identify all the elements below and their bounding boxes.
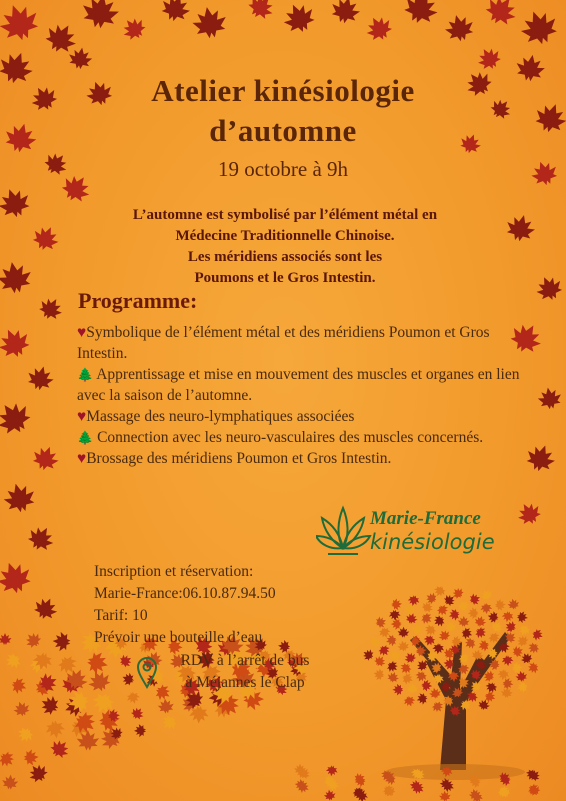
maple-leaf — [52, 631, 71, 651]
maple-leaf — [120, 671, 136, 688]
programme-item — [77, 364, 527, 406]
maple-leaf — [23, 749, 39, 766]
maple-leaf — [442, 11, 476, 44]
maple-leaf — [473, 625, 489, 641]
maple-leaf — [0, 259, 34, 296]
maple-leaf — [1, 480, 39, 516]
maple-leaf — [323, 789, 336, 801]
programme-item-text: Brossage des méridiens Poumon et Gros Intestin. — [86, 450, 392, 467]
maple-leaf — [360, 647, 375, 663]
maple-leaf — [480, 603, 493, 615]
maple-leaf — [407, 682, 419, 693]
maple-leaf — [129, 705, 147, 722]
phone-line: Marie-France:06.10.87.94.50 — [94, 585, 276, 602]
maple-leaf — [391, 598, 403, 611]
maple-leaf — [158, 0, 194, 25]
maple-leaf — [515, 633, 531, 649]
maple-leaf — [0, 184, 34, 222]
maple-leaf — [516, 5, 562, 49]
intro-paragraph — [60, 205, 510, 289]
maple-leaf — [501, 687, 513, 699]
maple-leaf — [486, 610, 499, 624]
inscription-block — [94, 561, 276, 649]
maple-leaf — [37, 693, 62, 718]
maple-leaf — [29, 442, 62, 473]
maple-leaf — [456, 600, 471, 614]
maple-leaf — [31, 594, 61, 623]
maple-leaf — [430, 699, 446, 715]
maple-leaf — [22, 629, 44, 651]
maple-leaf — [502, 677, 514, 690]
maple-leaf — [439, 790, 452, 801]
maple-leaf — [29, 222, 63, 255]
maple-leaf — [374, 615, 389, 630]
meeting-point — [150, 650, 340, 694]
rdv-line: RDV à l’arrêt de bus — [180, 652, 310, 669]
programme-item-text: Apprentissage et mise en mouvement des muscles et organes en lien avec la saison de l’automne. — [77, 366, 520, 404]
maple-leaf — [396, 639, 410, 652]
maple-leaf — [0, 557, 35, 598]
maple-leaf — [117, 652, 134, 669]
maple-leaf — [0, 323, 34, 362]
intro-line: Les méridiens associés sont les — [187, 249, 383, 265]
tree-icon: 🌲 — [77, 430, 94, 445]
maple-leaf — [479, 587, 494, 602]
programme-heading: Programme: — [78, 288, 198, 313]
maple-leaf — [391, 618, 402, 630]
maple-leaf — [387, 648, 402, 664]
maple-leaf — [372, 667, 386, 681]
maple-leaf — [118, 13, 150, 45]
inscription-line: Inscription et réservation: — [94, 563, 254, 580]
maple-leaf — [85, 650, 110, 676]
maple-leaf — [47, 736, 73, 762]
maple-leaf — [431, 613, 446, 629]
maple-leaf — [392, 684, 403, 696]
maple-leaf — [25, 363, 56, 393]
maple-leaf — [480, 0, 522, 31]
maple-leaf — [134, 724, 146, 737]
maple-leaf — [279, 0, 319, 37]
logo-name: Marie-France — [370, 508, 481, 529]
intro-line: Médecine Traditionnelle Chinoise. — [175, 228, 395, 244]
maple-leaf — [467, 607, 478, 619]
maple-leaf — [35, 293, 66, 323]
maple-leaf — [503, 619, 518, 635]
programme-item-text: Symbolique de l’élément métal et des méridiens Poumon et Gros Intestin. — [77, 324, 490, 362]
maple-leaf — [419, 611, 435, 627]
autumn-tree-illustration — [360, 584, 545, 780]
maple-leaf — [428, 687, 442, 700]
logo-subtitle: kinésiologie — [370, 530, 495, 554]
maple-leaf — [0, 0, 43, 46]
maple-leaf — [468, 592, 483, 607]
maple-leaf — [402, 694, 417, 708]
maple-leaf — [447, 608, 461, 622]
maple-leaf — [244, 0, 279, 24]
programme-item-text: Massage des neuro-lymphatiques associées — [86, 408, 355, 425]
heart-icon: ♥ — [77, 450, 87, 467]
maple-leaf — [372, 653, 388, 669]
maple-leaf — [157, 698, 175, 715]
maple-leaf — [2, 650, 23, 672]
maple-leaf — [516, 680, 529, 694]
heart-icon: ♥ — [77, 324, 87, 341]
maple-leaf — [527, 782, 543, 798]
price-line: Tarif: 10 — [94, 607, 148, 624]
maple-leaf — [24, 521, 59, 555]
maple-leaf — [85, 667, 114, 695]
maple-leaf — [0, 633, 12, 645]
maple-leaf — [507, 598, 521, 611]
rdv-line: à Méjannes le Clap — [185, 674, 305, 691]
maple-leaf — [460, 626, 474, 641]
maple-leaf — [190, 4, 229, 41]
maple-leaf — [25, 760, 51, 786]
programme-list — [77, 322, 527, 469]
maple-leaf — [415, 692, 429, 706]
tree-icon: 🌲 — [77, 367, 94, 382]
maple-leaf — [44, 719, 66, 740]
maple-leaf — [411, 622, 425, 637]
maple-leaf — [514, 498, 545, 528]
maple-leaf — [458, 616, 470, 627]
maple-leaf — [407, 594, 421, 607]
title-line-2: d’automne — [209, 113, 357, 148]
maple-leaf — [501, 655, 514, 667]
maple-leaf — [325, 765, 338, 777]
maple-leaf — [97, 708, 122, 734]
maple-leaf — [511, 661, 523, 674]
maple-leaf — [402, 650, 418, 665]
maple-leaf — [12, 699, 32, 718]
maple-leaf — [530, 627, 545, 642]
maple-leaf — [474, 43, 505, 73]
maple-leaf — [435, 602, 451, 618]
programme-item-text: Connection avec les neuro-vasculaires des muscles concernés. — [93, 429, 484, 446]
maple-leaf — [10, 676, 29, 696]
maple-leaf — [420, 599, 436, 614]
programme-item — [77, 448, 527, 469]
maple-leaf — [125, 690, 141, 705]
maple-leaf — [523, 441, 559, 476]
maple-leaf — [1, 774, 18, 790]
maple-leaf — [67, 46, 94, 71]
maple-leaf — [421, 679, 433, 692]
event-date: 19 octobre à 9h — [217, 157, 349, 181]
programme-item — [77, 406, 527, 427]
programme-item — [77, 322, 527, 364]
maple-leaf — [385, 659, 401, 675]
maple-leaf — [399, 0, 443, 29]
intro-line: L’automne est symbolisé par l’élément métal en — [132, 207, 438, 223]
heart-icon: ♥ — [77, 408, 87, 425]
title-line-1: Atelier kinésiologie — [151, 73, 415, 108]
maple-leaf — [398, 661, 414, 677]
maple-leaf — [0, 749, 18, 771]
note-line: Prévoir une bouteille d’eau — [94, 629, 263, 646]
maple-leaf — [536, 386, 563, 411]
maple-leaf — [386, 670, 401, 684]
maple-leaf — [0, 395, 36, 440]
intro-line: Poumons et le Gros Intestin. — [194, 270, 376, 286]
maple-leaf — [494, 598, 506, 611]
maple-leaf — [80, 0, 122, 31]
maple-leaf — [158, 712, 180, 734]
maple-leaf — [362, 11, 397, 45]
maple-leaf — [403, 602, 416, 616]
maple-leaf — [517, 623, 532, 638]
maple-leaf — [516, 611, 528, 624]
programme-item — [77, 427, 527, 448]
maple-leaf — [501, 610, 515, 623]
maple-leaf — [328, 0, 362, 26]
maple-leaf — [462, 636, 478, 652]
maple-leaf — [15, 724, 37, 745]
maple-leaf — [532, 272, 566, 305]
